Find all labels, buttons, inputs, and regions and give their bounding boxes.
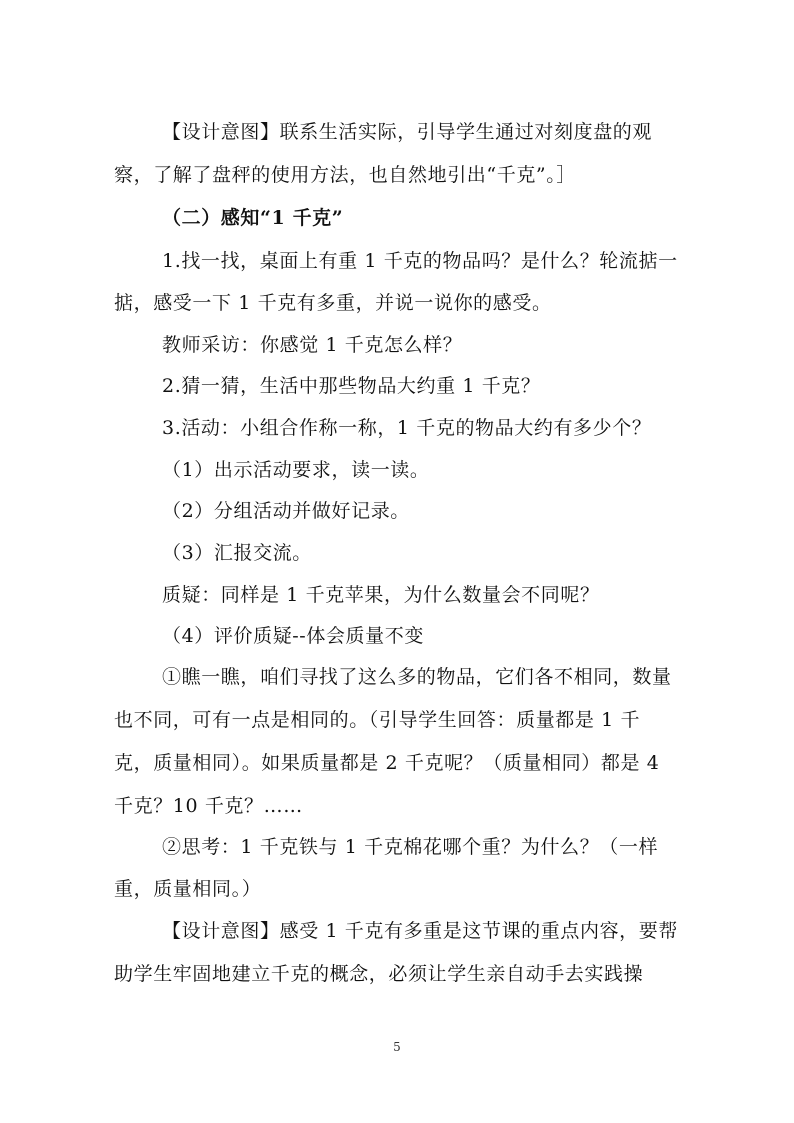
text-line: 【设计意图】联系生活实际，引导学生通过对刻度盘的观 bbox=[162, 121, 653, 143]
text-line: 质疑：同样是 1 千克苹果，为什么数量会不同呢？ bbox=[162, 584, 600, 606]
text-line: （3）汇报交流。 bbox=[162, 542, 312, 564]
text-line: （4）评价质疑--体会质量不变 bbox=[162, 625, 424, 647]
text-line: ①瞧一瞧，咱们寻找了这么多的物品，它们各不相同，数量 bbox=[162, 666, 672, 688]
page-number: 5 bbox=[393, 1040, 401, 1054]
text-line: 2.猜一猜，生活中那些物品大约重 1 千克？ bbox=[162, 375, 541, 397]
text-line: ②思考：1 千克铁与 1 千克棉花哪个重？为什么？（一样 bbox=[162, 836, 659, 858]
text-line: 助学生牢固地建立千克的概念，必须让学生亲自动手去实践操 bbox=[114, 963, 644, 985]
text-line: 掂，感受一下 1 千克有多重，并说一说你的感受。 bbox=[114, 292, 552, 314]
text-line: （1）出示活动要求，读一读。 bbox=[162, 459, 430, 481]
text-line: 千克？10 千克？…… bbox=[114, 795, 303, 817]
text-line: 也不同，可有一点是相同的。（引导学生回答：质量都是 1 千 bbox=[114, 709, 641, 731]
text-line: 【设计意图】感受 1 千克有多重是这节课的重点内容，要帮 bbox=[162, 920, 678, 942]
text-line: 克，质量相同）。如果质量都是 2 千克呢？（质量相同）都是 4 bbox=[114, 752, 660, 774]
text-line: 察，了解了盘秤的使用方法，也自然地引出“千克”。］ bbox=[114, 164, 576, 186]
text-line: 重，质量相同。） bbox=[114, 878, 262, 900]
text-line: 3.活动：小组合作称一称，1 千克的物品大约有多少个？ bbox=[162, 417, 652, 439]
text-line: 1.找一找，桌面上有重 1 千克的物品吗？是什么？轮流掂一 bbox=[162, 250, 678, 272]
section-heading: （二）感知“1 千克” bbox=[162, 207, 344, 229]
text-line: （2）分组活动并做好记录。 bbox=[162, 500, 410, 522]
text-line: 教师采访：你感觉 1 千克怎么样？ bbox=[162, 334, 463, 356]
